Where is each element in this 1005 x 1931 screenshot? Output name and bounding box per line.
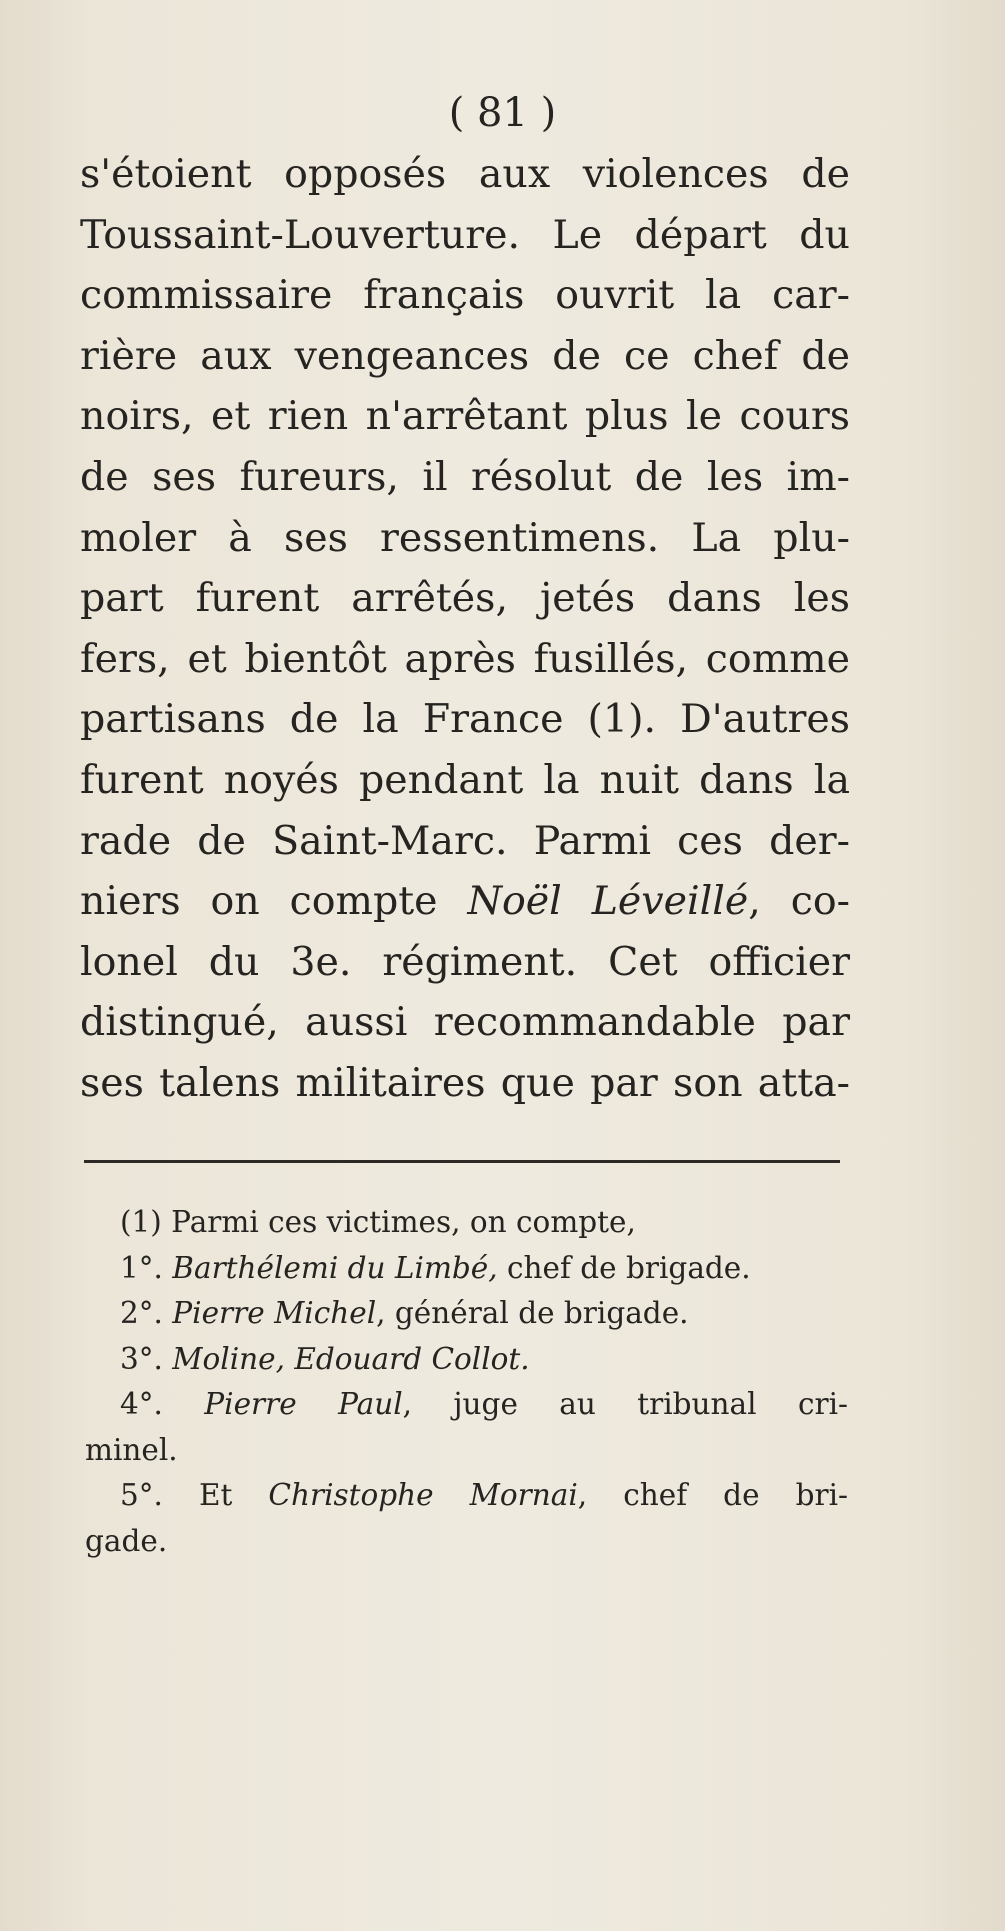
italic-name: Barthélemi du Limbé, — [172, 1250, 498, 1285]
body-line: de ses fureurs, il résolut de les im- — [80, 453, 850, 500]
footnote-item-continuation: gade. — [85, 1523, 168, 1558]
body-line: partisans de la France (1). D'autres — [80, 696, 850, 743]
body-line — [80, 871, 850, 932]
page-number: ( 81 ) — [448, 90, 557, 136]
body-line: furent noyés pendant la nuit dans la — [80, 756, 850, 803]
italic-name: Pierre Michel — [172, 1296, 377, 1330]
footnote-item-text: chef de brigade. — [497, 1250, 751, 1285]
body-line: part furent arrêtés, jetés dans les — [80, 575, 850, 622]
footnote-intro: (1) Parmi ces victimes, on compte, — [120, 1205, 636, 1239]
italic-name: Moline, Edouard Collot. — [172, 1341, 530, 1376]
italic-name: Pierre Paul — [204, 1387, 403, 1421]
body-line: distingué, aussi recommandable par — [80, 999, 850, 1046]
footnote-item — [120, 1246, 848, 1292]
footnote-item-text: Et — [198, 1478, 269, 1512]
footnote-item-text: , juge au tribunal cri- — [402, 1387, 848, 1421]
italic-name: Noël Léveillé — [467, 878, 749, 925]
italic-name: Christophe Mornai — [268, 1478, 578, 1512]
body-line: rière aux vengeances de ce chef de — [80, 332, 850, 379]
footnote-item-number: 1°. — [120, 1250, 163, 1285]
footnote-item — [120, 1337, 848, 1383]
footnote-item-number: 2°. — [120, 1296, 163, 1330]
footnote — [85, 1200, 848, 1564]
footnote-item-number: 5°. — [120, 1478, 163, 1512]
body-text-run: niers on compte — [80, 878, 468, 925]
body-line: fers, et bientôt après fusillés, comme — [80, 635, 850, 682]
footnote-item — [120, 1382, 848, 1428]
body-line: moler à ses ressentimens. La plu- — [80, 514, 850, 561]
footnote-item-number: 4°. — [120, 1387, 163, 1421]
footnote-item — [120, 1291, 848, 1337]
footnote-item-continuation: minel. — [85, 1432, 178, 1467]
body-line: rade de Saint-Marc. Parmi ces der- — [80, 817, 850, 864]
body-text — [80, 144, 850, 1114]
body-line: s'étoient opposés aux violences de — [80, 151, 850, 197]
body-text-run: , co- — [748, 878, 850, 925]
body-line: ses talens militaires que par son atta- — [80, 1059, 850, 1106]
body-line: lonel du 3e. régiment. Cet officier — [80, 938, 850, 985]
footnote-item — [120, 1473, 848, 1519]
footnote-item-text: , général de brigade. — [376, 1296, 689, 1330]
body-line: noirs, et rien n'arrêtant plus le cours — [80, 393, 850, 440]
footnote-item-text: , chef de bri- — [577, 1478, 848, 1512]
body-line: Toussaint-Louverture. Le départ du — [80, 211, 850, 258]
footnote-item-number: 3°. — [120, 1341, 163, 1376]
body-line: commissaire français ouvrit la car- — [80, 272, 850, 319]
footnote-separator — [84, 1160, 840, 1163]
